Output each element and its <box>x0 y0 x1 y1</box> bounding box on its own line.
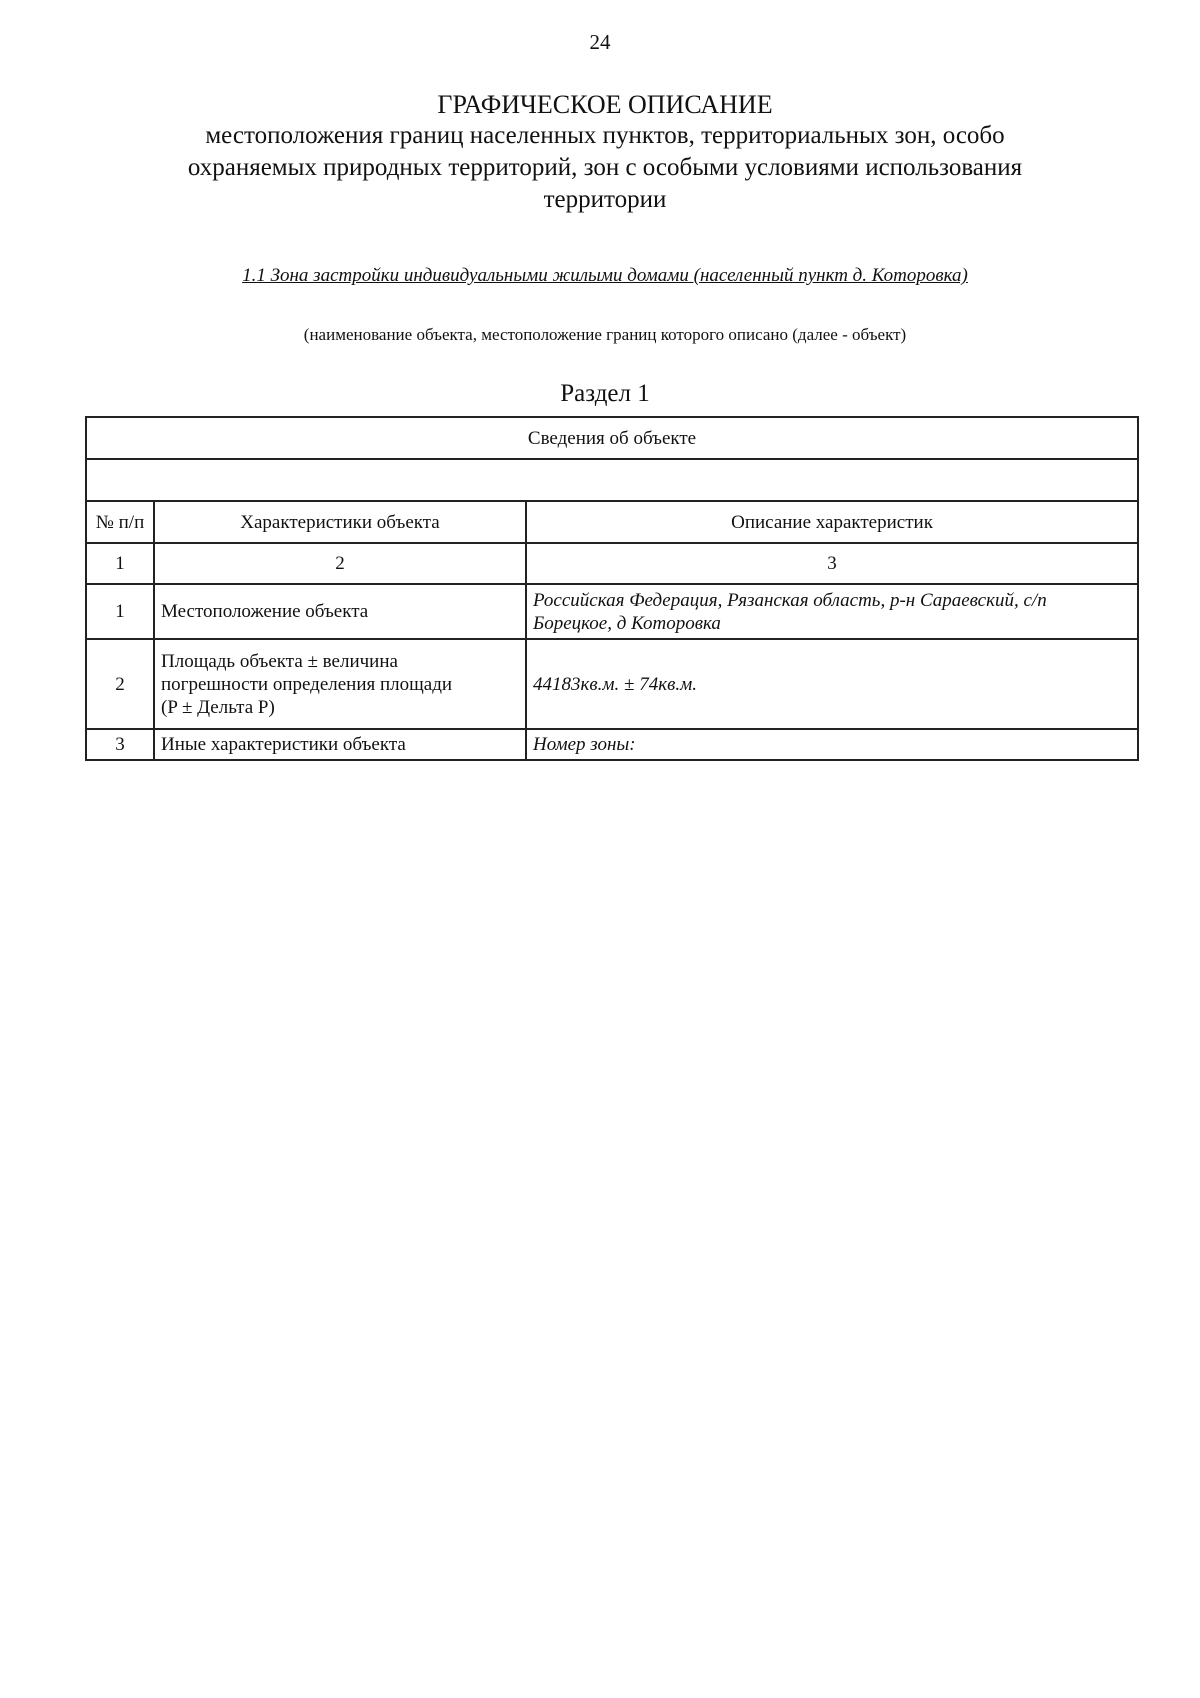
page-number: 24 <box>589 30 611 54</box>
table-row <box>86 639 1138 729</box>
header-cell: Характеристики объекта <box>154 501 526 543</box>
subtitle-line: охраняемых природных территорий, зон с особыми условиями использования <box>187 154 1023 181</box>
description-line: Номер зоны: <box>533 734 636 755</box>
description-cell <box>526 729 1138 760</box>
description-line: 44183кв.м. ± 74кв.м. <box>533 673 697 695</box>
characteristic-line: Местоположение объекта <box>161 601 369 622</box>
description-cell <box>526 639 1138 729</box>
title-block <box>90 90 1120 216</box>
description-line: Борецкое, д Которовка <box>533 612 721 634</box>
table-caption-row <box>86 417 1138 459</box>
description-line: Российская Федерация, Рязанская область, р-н Сараевский, с/п <box>533 589 1047 611</box>
characteristic-cell <box>154 584 526 639</box>
characteristic-line: Площадь объекта ± величина <box>161 650 398 672</box>
header-cell: № п/п <box>86 501 154 543</box>
object-caption: (наименование объекта, местоположение границ которого описано (далее - объект) <box>303 325 907 344</box>
index-cell: 3 <box>526 543 1138 584</box>
row-number: 2 <box>86 639 154 729</box>
table-row <box>86 584 1138 639</box>
empty-cell <box>86 459 1138 501</box>
table-empty-row <box>86 459 1138 501</box>
characteristic-line: Иные характеристики объекта <box>161 734 406 755</box>
index-cell: 2 <box>154 543 526 584</box>
row-number: 3 <box>86 729 154 760</box>
description-cell <box>526 584 1138 639</box>
header-cell: Описание характеристик <box>526 501 1138 543</box>
document-title: ГРАФИЧЕСКОЕ ОПИСАНИЕ <box>437 90 773 119</box>
table-caption: Сведения об объекте <box>86 417 1138 459</box>
characteristic-line: (P ± Дельта P) <box>161 696 275 718</box>
subtitle-line: территории <box>543 186 667 213</box>
characteristic-cell <box>154 729 526 760</box>
characteristic-cell <box>154 639 526 729</box>
object-info-table <box>85 416 1139 761</box>
object-name: 1.1 Зона застройки индивидуальными жилыми домами (населенный пункт д. Которовка) <box>242 265 968 286</box>
table-index-row <box>86 543 1138 584</box>
characteristic-line: погрешности определения площади <box>161 673 453 695</box>
subtitle-line: местоположения границ населенных пунктов, территориальных зон, особо <box>205 122 1005 149</box>
table-header-row <box>86 501 1138 543</box>
table-row <box>86 729 1138 760</box>
index-cell: 1 <box>86 543 154 584</box>
section-title: Раздел 1 <box>560 380 650 407</box>
row-number: 1 <box>86 584 154 639</box>
